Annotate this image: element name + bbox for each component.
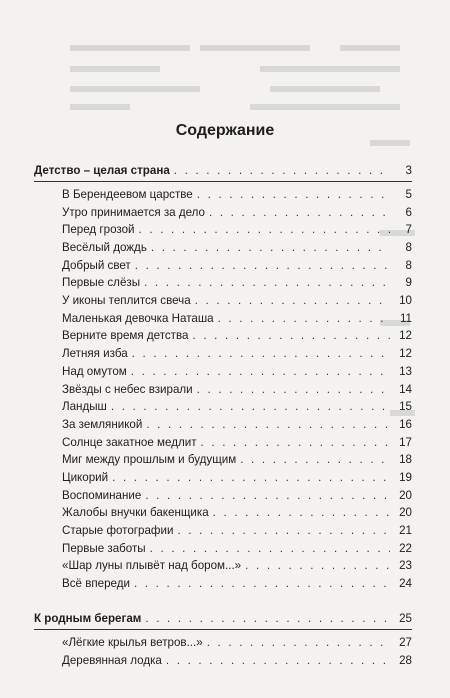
toc-entry-title: Первые заботы [62,541,146,555]
toc-page-number: 16 [399,417,412,431]
toc-entry[interactable] [34,652,412,670]
toc-page-number: 10 [399,294,412,308]
dot-leader [132,345,390,363]
dot-leader [195,292,390,310]
toc-entry-title: Добрый свет [62,258,131,272]
dot-leader [131,363,390,381]
dot-leader [145,487,390,505]
dot-leader [150,540,390,558]
section-divider [34,181,412,182]
toc-page-number: 13 [399,364,412,378]
toc-entry-title: У иконы теплится свеча [62,294,191,308]
toc-entry[interactable] [34,575,412,593]
toc-entry[interactable] [34,257,412,275]
toc-page-number: 8 [405,258,412,272]
dot-leader [135,257,390,275]
toc-entry[interactable] [34,504,412,522]
toc-entry-title: За земляникой [62,417,143,431]
toc-entry[interactable] [34,221,412,239]
toc-entry-title: Старые фотографии [62,524,174,538]
toc-entry[interactable] [34,540,412,558]
dot-leader [218,310,390,328]
toc-entry-title: Летняя изба [62,347,128,361]
toc-page-number: 5 [405,187,412,201]
dot-leader [139,221,390,239]
toc-entry-title: «Лёгкие крылья ветров...» [62,636,203,650]
dot-leader [111,398,390,416]
toc-entry-title: Верните время детства [62,329,189,343]
dot-leader [201,434,390,452]
toc-entry-title: В Берендеевом царстве [62,187,193,201]
dot-leader [197,381,390,399]
toc-entry-title: Весёлый дождь [62,241,147,255]
toc-page-number: 3 [405,164,412,177]
dot-leader [174,162,390,180]
toc-entry-title: Первые слёзы [62,276,141,290]
toc-page-number: 14 [399,382,412,396]
dot-leader [213,504,390,522]
toc-page-number: 9 [405,276,412,290]
toc-entry-title: Всё впереди [62,577,130,591]
dot-leader [240,451,390,469]
toc-entry-title: Утро принимается за дело [62,205,205,219]
toc-entry[interactable] [34,345,412,363]
toc-entry-title: Маленькая девочка Наташа [62,311,214,325]
toc-page-number: 12 [399,347,412,361]
toc-entry[interactable] [34,381,412,399]
toc-page-number: 25 [399,612,412,626]
dot-leader [177,522,390,540]
dot-leader [151,239,390,257]
toc-entry[interactable] [34,487,412,505]
toc-entry[interactable] [34,292,412,310]
toc-page-number: 20 [399,506,412,520]
toc-entry[interactable] [34,327,412,345]
toc-page-number: 7 [405,223,412,237]
toc-entry[interactable] [34,310,412,328]
dot-leader [144,274,390,292]
toc-page-number: 22 [399,541,412,555]
dot-leader [207,634,390,652]
table-of-contents [34,162,412,670]
toc-entry[interactable] [34,451,412,469]
toc-entry-title: Цикорий [62,470,109,484]
dot-leader [134,575,390,593]
toc-page-number: 23 [399,559,412,573]
toc-page-number: 20 [399,488,412,502]
toc-page-number: 17 [399,435,412,449]
toc-entry[interactable] [34,186,412,204]
toc-page-number: 19 [399,470,412,484]
toc-entry[interactable] [34,469,412,487]
toc-section-title: Детство – целая страна [34,164,170,177]
toc-section-title: К родным берегам [34,612,142,626]
toc-entry-title: Жалобы внучки бакенщика [62,506,209,520]
toc-entry[interactable] [34,416,412,434]
toc-entry-title: Воспоминание [62,488,142,502]
toc-page-number: 28 [399,654,412,668]
dot-leader [166,652,390,670]
toc-entry[interactable] [34,274,412,292]
dot-leader [209,204,390,222]
toc-section[interactable] [34,162,412,180]
dot-leader [146,416,390,434]
toc-page-number: 6 [405,205,412,219]
dot-leader [112,469,390,487]
toc-page-number: 11 [399,311,412,325]
toc-entry[interactable] [34,557,412,575]
toc-entry[interactable] [34,204,412,222]
toc-page-number: 18 [399,453,412,467]
toc-entry-title: Перед грозой [62,223,135,237]
toc-entry[interactable] [34,239,412,257]
toc-entry-title: Звёзды с небес взирали [62,382,193,396]
toc-entry[interactable] [34,398,412,416]
toc-entry[interactable] [34,634,412,652]
toc-entry-title: Ландыш [62,400,107,414]
toc-entry-title: Над омутом [62,364,127,378]
toc-page-number: 8 [405,241,412,255]
dot-leader [197,186,390,204]
dot-leader [245,557,390,575]
toc-entry[interactable] [34,434,412,452]
toc-entry-title: Солнце закатное медлит [62,435,197,449]
toc-page-number: 24 [399,577,412,591]
toc-entry[interactable] [34,522,412,540]
dot-leader [145,610,390,628]
dot-leader [192,327,390,345]
section-divider [34,629,412,630]
toc-entry-title: Миг между прошлым и будущим [62,453,237,467]
toc-page-number: 15 [399,400,412,414]
toc-entry-title: «Шар луны плывёт над бором...» [62,559,242,573]
toc-entry-title: Деревянная лодка [62,654,162,668]
page-title: Содержание [175,122,275,139]
toc-page-number: 12 [399,329,412,343]
toc-entry[interactable] [34,363,412,381]
toc-page-number: 27 [399,636,412,650]
toc-section[interactable] [34,610,412,628]
toc-page-number: 21 [399,524,412,538]
